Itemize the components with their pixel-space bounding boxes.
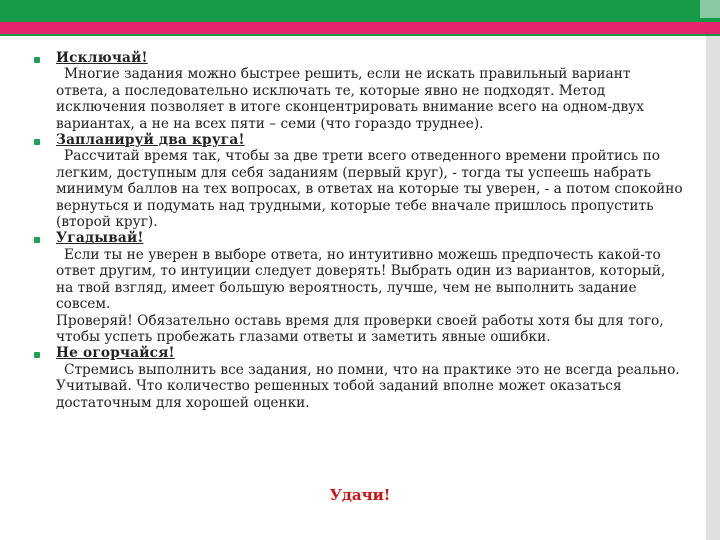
tip-heading: Угадывай! [56, 230, 144, 247]
tip-item-dont-worry [34, 345, 684, 411]
tip-item-guess [34, 230, 684, 345]
right-side-bar [706, 36, 720, 540]
closing-wish: Удачи! [329, 486, 391, 504]
top-green-band [0, 0, 720, 22]
tip-text: Если ты не уверен в выборе ответа, но интуитивно можешь предпочесть какой-то ответ другим, то интуиции следует доверять! Выбрать один из вариантов, который, на твой взгляд, имеет большую вероятность, лучше, чем не выполнить задание совсем. [56, 246, 666, 313]
square-bullet-icon [34, 237, 40, 243]
square-bullet-icon [34, 139, 40, 145]
tip-text: Многие задания можно быстрее решить, если не искать правильный вариант ответа, а последовательно исключать те, которые явно не подходят. Метод исключения позволяет в итоге сконцентрировать внимание всего на одном-двух вариантах, а не на всех пяти – семи (что гораздо труднее). [56, 66, 644, 132]
tip-heading: Запланируй два круга! [56, 132, 245, 149]
tip-heading: Не огорчайся! [56, 345, 175, 362]
top-green-line [0, 34, 720, 36]
top-pink-band [0, 22, 720, 34]
tips-list [34, 50, 684, 411]
square-bullet-icon [34, 352, 40, 358]
corner-decoration [700, 0, 720, 18]
tip-text-check: Проверяй! Обязательно оставь время для проверки своей работы хотя бы для того, чтобы успеть пробежать глазами ответы и заметить явные ошибки. [56, 312, 664, 345]
square-bullet-icon [34, 57, 40, 63]
tip-text: Рассчитай время так, чтобы за две трети всего отведенного времени пройтись по легким, доступным для себя заданиям (первый круг), - тогда ты успеешь набрать минимум баллов на тех вопросах, в ответах на которые ты уверен, - а потом спокойно вернуться и подумать над трудными, которые тебе вначале пришлось пропустить (второй круг). [56, 148, 683, 231]
tip-item-two-rounds [34, 132, 684, 230]
tip-item-exclude [34, 50, 684, 132]
tip-text: Стремись выполнить все задания, но помни, что на практике это не всегда реально. Учитывай. Что количество решенных тобой заданий вполне может оказаться достаточным для хорошей оценки. [56, 361, 680, 411]
tip-heading: Исключай! [56, 50, 148, 66]
